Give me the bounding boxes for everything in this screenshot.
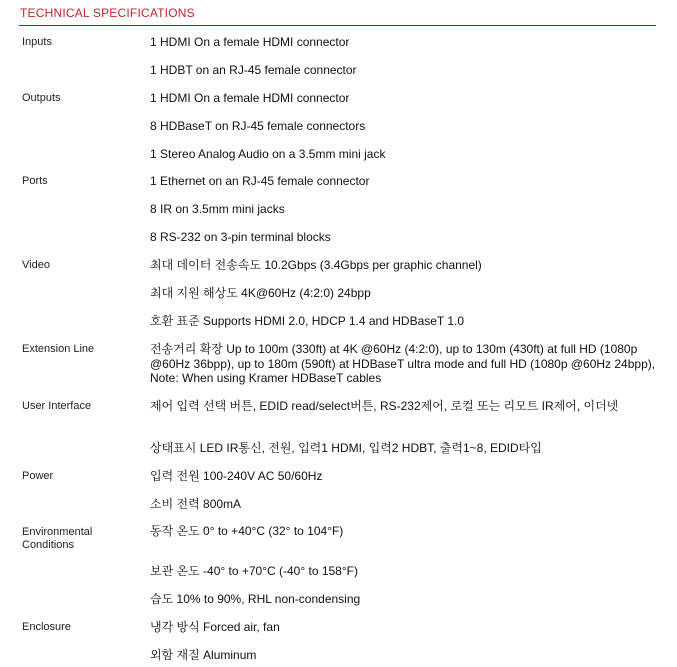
spec-value-video-3: 호환 표준 Supports HDMI 2.0, HDCP 1.4 and HDBaseT 1.0 — [150, 314, 465, 328]
spec-value-outputs-2: 8 HDBaseT on RJ-45 female connectors — [150, 119, 366, 133]
spec-value-ports-2: 8 IR on 3.5mm mini jacks — [150, 202, 285, 216]
spec-label-video: Video — [22, 259, 50, 271]
spec-label-ports: Ports — [22, 175, 48, 187]
spec-value-user-interface-1: 제어 입력 선택 버튼, EDID read/select버튼, RS-232제어, 로컬 또는 리모트 IR제어, 이더넷 — [150, 399, 619, 413]
spec-label-user-interface: User Interface — [22, 400, 92, 412]
spec-value-inputs-1: 1 HDMI On a female HDMI connector — [150, 35, 350, 49]
spec-value-video-2: 최대 지원 해상도 4K@60Hz (4:2:0) 24bpp — [150, 286, 371, 300]
spec-value-video-1: 최대 데이터 전송속도 10.2Gbps (3.4Gbps per graphic channel) — [150, 258, 482, 272]
spec-value-user-interface-2: 상태표시 LED IR통신, 전원, 입력1 HDMI, 입력2 HDBT, 출력1~8, EDID타입 — [150, 441, 542, 455]
spec-label-power: Power — [22, 470, 54, 482]
spec-value-outputs-3: 1 Stereo Analog Audio on a 3.5mm mini jack — [150, 147, 386, 161]
spec-value-ports-1: 1 Ethernet on an RJ-45 female connector — [150, 174, 370, 188]
spec-value-environmental-3: 습도 10% to 90%, RHL non-condensing — [150, 592, 361, 606]
spec-value-extension-line-1: 전송거리 확장 Up to 100m (330ft) at 4K @60Hz (4:2:0), up to 130m (430ft) at full HD (1080p @60Hz 36bpp), up to 180m (590ft) at HDBaseT ultra mode and full HD (1080p @60Hz 24bpp), Note: When using Kramer HDBaseT cables — [150, 342, 656, 385]
spec-label-inputs: Inputs — [22, 36, 52, 48]
spec-label-environmental: Environmental Conditions — [22, 526, 93, 551]
spec-label-outputs: Outputs — [22, 92, 61, 104]
title-divider — [19, 25, 656, 26]
spec-value-power-1: 입력 전원 100-240V AC 50/60Hz — [150, 469, 323, 483]
spec-label-enclosure: Enclosure — [22, 621, 71, 633]
spec-label-extension-line: Extension Line — [22, 343, 95, 355]
spec-value-environmental-1: 동작 온도 0° to +40°C (32° to 104°F) — [150, 524, 344, 538]
spec-value-outputs-1: 1 HDMI On a female HDMI connector — [150, 91, 350, 105]
spec-value-power-2: 소비 전력 800mA — [150, 497, 242, 511]
spec-value-environmental-2: 보관 온도 -40° to +70°C (-40° to 158°F) — [150, 564, 358, 578]
spec-value-inputs-2: 1 HDBT on an RJ-45 female connector — [150, 63, 357, 77]
spec-value-enclosure-2: 외함 재질 Aluminum — [150, 648, 257, 662]
section-title: TECHNICAL SPECIFICATIONS — [20, 6, 195, 20]
spec-value-enclosure-1: 냉각 방식 Forced air, fan — [150, 620, 280, 634]
spec-value-ports-3: 8 RS-232 on 3-pin terminal blocks — [150, 230, 331, 244]
